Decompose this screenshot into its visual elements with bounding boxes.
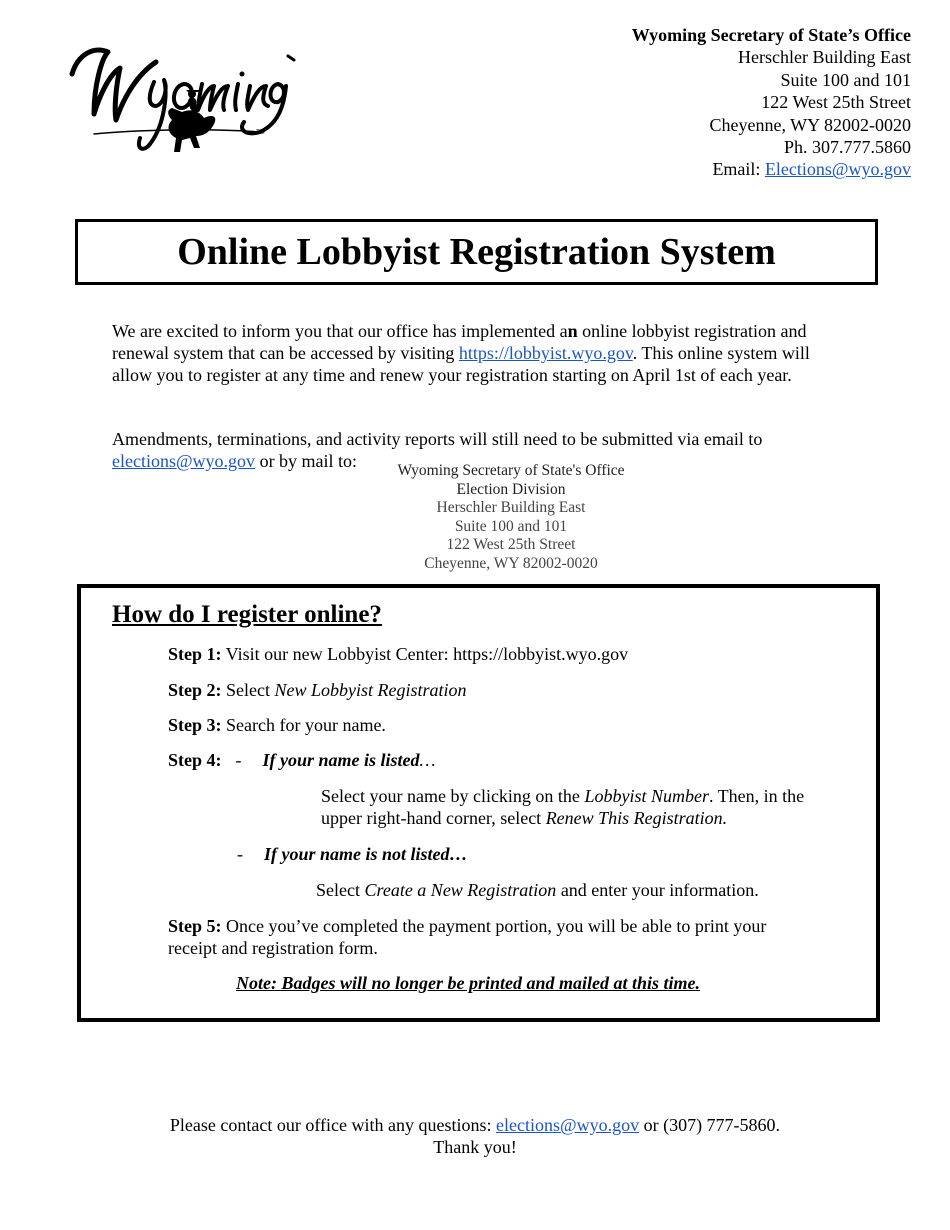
contact-line xyxy=(0,1114,950,1136)
thank-you: Thank you! xyxy=(433,1137,517,1158)
badge-note: Note: Badges will no longer be printed and mailed at this time. xyxy=(236,973,701,993)
step-4 xyxy=(168,749,436,771)
step-3 xyxy=(168,714,386,736)
footer xyxy=(0,1114,950,1159)
instruction-emphasis: Lobbyist Number xyxy=(584,786,709,806)
step-label: Step 5: xyxy=(168,916,222,936)
svg-text:TM: TM xyxy=(256,130,265,136)
mail-line: Cheyenne, WY 82002-0020 xyxy=(424,554,598,572)
intro-text: online lobbyist registration and renewal system that can be accessed by visiting xyxy=(112,321,807,363)
address-line: 122 West 25th Street xyxy=(761,92,911,113)
instruction-text: Select your name by clicking on the xyxy=(321,786,585,806)
mail-line: Election Division xyxy=(456,480,566,498)
mail-address-block xyxy=(360,462,662,574)
mail-line: Suite 100 and 101 xyxy=(454,517,568,535)
mail-line: Wyoming Secretary of State's Office xyxy=(397,462,625,479)
wyoming-logo xyxy=(64,34,296,164)
step-4-listed-instructions xyxy=(321,785,841,830)
title-box xyxy=(75,219,878,285)
step-text: Once you’ve completed the payment portion, you will be able to print your receipt and registration form. xyxy=(168,916,767,959)
amend-text: Amendments, terminations, and activity reports will still need to be submitted via email to xyxy=(112,429,763,449)
instruction-emphasis: Create a New Registration xyxy=(364,880,557,900)
ellipsis: … xyxy=(419,750,436,770)
intro-paragraph xyxy=(112,321,852,386)
footer-text: or (307) 777-5860. xyxy=(639,1115,781,1135)
header-email-link[interactable]: Elections@wyo.gov xyxy=(764,159,911,180)
office-address-header xyxy=(632,24,911,181)
phone-line: Ph. 307.777.5860 xyxy=(783,137,911,158)
bucking-horse-rider-icon xyxy=(64,34,296,164)
footer-email-link[interactable]: elections@wyo.gov xyxy=(496,1115,640,1135)
step-4-case-listed: If your name is listed xyxy=(262,750,420,770)
mail-line: 122 West 25th Street xyxy=(446,536,576,554)
instruction-text: and enter your information. xyxy=(556,880,759,900)
address-line: Herschler Building East xyxy=(738,47,911,68)
step-5 xyxy=(168,915,808,960)
email-line xyxy=(632,158,911,180)
footer-text: Please contact our office with any questions: xyxy=(169,1115,497,1135)
step-4-not-listed-instructions xyxy=(316,879,759,901)
step-1 xyxy=(168,643,628,665)
page-title: Online Lobbyist Registration System xyxy=(177,231,776,273)
instruction-text: Select xyxy=(316,880,365,900)
step-4-not-listed xyxy=(237,843,468,865)
instruction-emphasis: Renew This Registration. xyxy=(545,808,728,829)
step-label: Step 2: xyxy=(168,680,222,700)
elections-email-link[interactable]: elections@wyo.gov xyxy=(112,450,256,471)
org-name: Wyoming Secretary of State’s Office xyxy=(631,25,911,45)
step-label: Step 4: xyxy=(168,750,222,770)
email-label: Email: xyxy=(712,159,765,180)
steps-heading: How do I register online? xyxy=(112,601,382,628)
step-emphasis: New Lobbyist Registration xyxy=(274,680,467,700)
step-text: Select xyxy=(221,680,275,700)
step-label: Step 3: xyxy=(168,715,222,735)
step-label: Step 1: xyxy=(168,644,222,664)
instruction-text: . Then, in the upper right-hand corner, select xyxy=(321,786,805,829)
intro-text: We are excited to inform you that our office has implemented a xyxy=(112,321,568,341)
intro-text: . This online system will allow you to register at any time and renew your registration starting on April 1st of each year. xyxy=(112,342,810,385)
amend-text: or by mail to: xyxy=(255,450,358,471)
step-text: Visit our new Lobbyist Center: https://lobbyist.wyo.gov xyxy=(221,644,629,664)
mail-line: Herschler Building East xyxy=(436,499,586,517)
step-2 xyxy=(168,679,467,701)
step-text: Search for your name. xyxy=(221,715,386,735)
lobbyist-site-link[interactable]: https://lobbyist.wyo.gov xyxy=(458,342,633,363)
intro-bold-n: n xyxy=(567,321,578,341)
address-line: Cheyenne, WY 82002-0020 xyxy=(709,114,911,135)
bullet-dash: - xyxy=(237,844,243,864)
step-4-case-not-listed: If your name is not listed… xyxy=(264,844,468,864)
bullet-dash: - xyxy=(235,750,242,770)
address-line: Suite 100 and 101 xyxy=(780,69,911,90)
